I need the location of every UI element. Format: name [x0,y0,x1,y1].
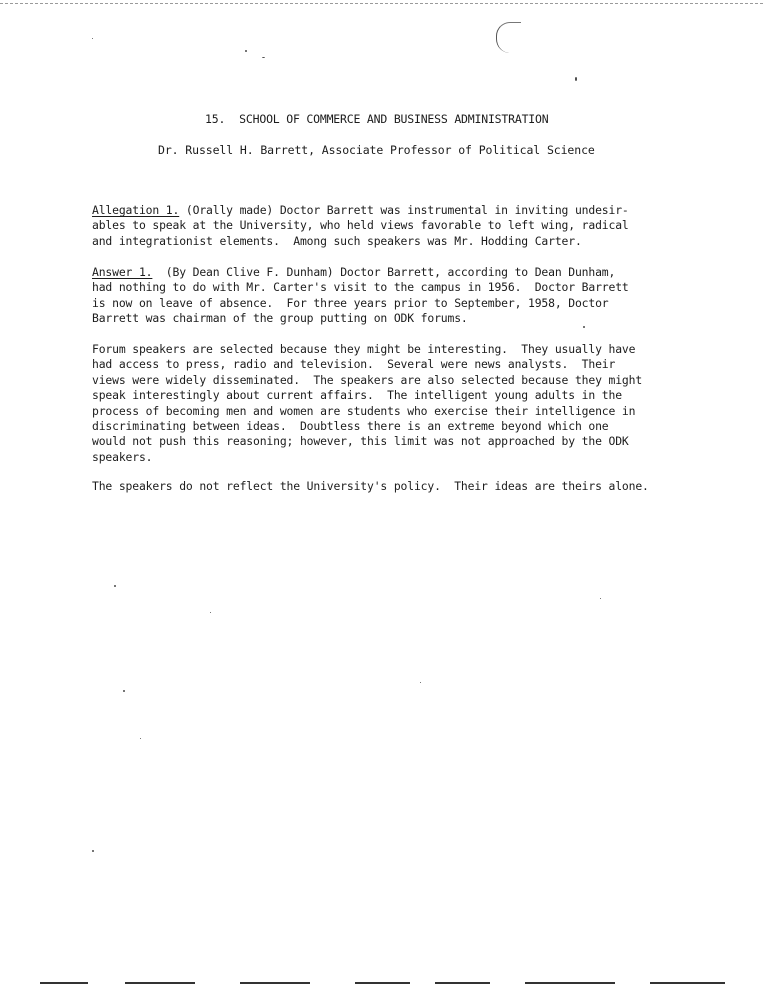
scan-speck [140,738,141,739]
scan-speck [575,77,577,81]
page-top-edge [0,3,763,4]
forum-paragraph [92,342,722,465]
page-bottom-edge [0,980,763,986]
scan-speck [123,690,125,692]
answer-line: Answer 1. (By Dean Clive F. Dunham) Doctor Barrett, according to Dean Dunham, [92,265,616,279]
forum-line: process of becoming men and women are students who exercise their intelligence in [92,403,636,418]
allegation-line: and integrationist elements. Among such speakers was Mr. Hodding Carter. [92,233,582,248]
answer-label: Answer 1. [92,265,153,279]
scan-speck [420,682,421,683]
section-title: SCHOOL OF COMMERCE AND BUSINESS ADMINISTRATION [239,112,549,126]
forum-line: would not push this reasoning; however, this limit was not approached by the ODK [92,434,629,449]
closing-line: The speakers do not reflect the University's policy. Their ideas are theirs alone. [92,479,649,493]
faculty-subheading: Dr. Russell H. Barrett, Associate Professor of Political Science [158,143,595,157]
scan-speck [114,585,116,587]
scan-speck [92,850,94,852]
allegation-paragraph [92,203,722,249]
answer-line: Barrett was chairman of the group putting on ODK forums. [92,311,468,326]
scan-speck [245,50,247,52]
allegation-label: Allegation 1. [92,203,180,217]
scan-speck [600,598,601,599]
forum-line: speakers. [92,449,153,464]
answer-line: had nothing to do with Mr. Carter's visit to the campus in 1956. Doctor Barrett [92,280,629,295]
allegation-line: ables to speak at the University, who held views favorable to left wing, radical [92,218,629,233]
forum-line: discriminating between ideas. Doubtless there is an extreme beyond which one [92,419,609,434]
section-number: 15. [205,112,226,126]
section-heading [205,112,548,126]
closing-paragraph [92,479,722,494]
scan-speck [262,57,265,58]
scan-speck [210,612,211,613]
forum-line: views were widely disseminated. The speakers are also selected because they might [92,372,643,387]
answer-paragraph [92,265,722,327]
forum-line: speak interestingly about current affairs. The intelligent young adults in the [92,388,622,403]
binder-hole-mark [496,22,521,53]
answer-line: is now on leave of absence. For three years prior to September, 1958, Doctor [92,295,609,310]
forum-line: Forum speakers are selected because they might be interesting. They usually have [92,342,636,356]
forum-line: had access to press, radio and television. Several were news analysts. Their [92,357,616,372]
allegation-line: Allegation 1. (Orally made) Doctor Barrett was instrumental in inviting undesir- [92,203,629,217]
scan-speck [92,38,93,39]
